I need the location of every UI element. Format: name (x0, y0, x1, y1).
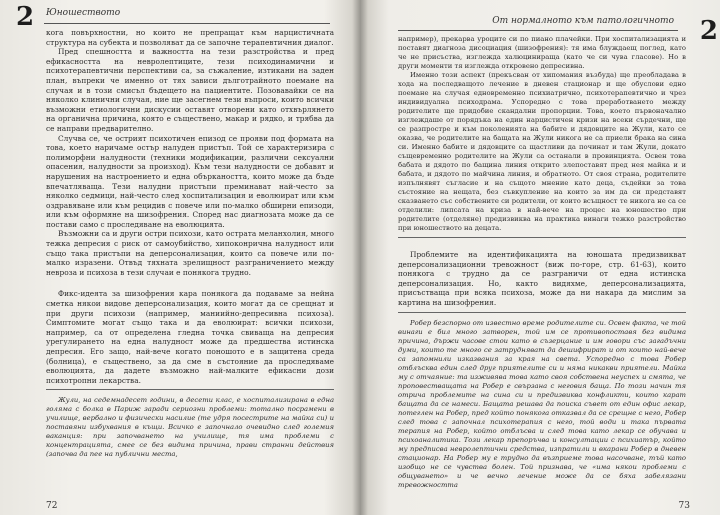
case-study: например), прекарва уроците си по пиано плачейки. При хоспитализацията и поставят диагноза дисоциация (шизофрения): тя има блуждаещ поглед, като че не присъства, изглежда халюцинираща (като че си чува гласове). Но в други моменти тя изглежда откровено депресивна. (398, 35, 686, 70)
page-body (398, 35, 686, 490)
running-head: Юношеството (46, 8, 121, 18)
case-divider (398, 312, 686, 313)
paragraph: Проблемите на идентификацията на юношата предизвикват деперсонализационни тревожност (виж по-горе, стр. 61-63), които понякога с трудно да се разграничи от една истинска деперсонализация. Но, както видяхме, деперсонализацията, присъстваща при всяка психоза, може да ни накара да мислим за картина на шизофрения. (398, 250, 686, 307)
right-page (360, 0, 720, 515)
chapter-number: 2 (699, 16, 718, 46)
page-number: 73 (678, 501, 690, 511)
header-rule (44, 23, 330, 24)
paragraph: Случва се, че острият психотичен епизод се прояви под формата на това, което наричаме остър налуден пристъп. Той се характеризира с полиморфни налудности (техники модификации, различни сексуални опасения, налудности за произход). Към тези налудности се добавят и нарушения на настроението и една объркаността, които може да бъде впечатляваща. Тези налудни пристъпи преминават най-често за няколко седмици, най-често след хоспитализация и еволюират или към оздравяване или към рецидив с повече или по-малко обширни епизоди, или към оформяне на шизофрения. Според нас диагнозата може да се постави само с проследяване на еволюцията. (46, 133, 334, 229)
page-body (46, 28, 334, 459)
case-study: Именно този аспект (прекъсван от хипомания възбуда) ще преобладава в хода на последващото лечение в дневен стационар и ще обуслови едно поемане на случая едновременно психиатрично, психотерапевтично и чрез индивидуална психодрама. Успоредно с това преработването между родителите ще придобие скандални пропорции. Това, което първоначално изглеждаше от порядъка на един нарцистичен кризи на всеки сърдечни, ще се разпростре и към поколенията на бабите и дядовците на Жули, като се оказва, че родителите на бащата на Жули никога не са приели брака на сина си. Именно бабите и дядовците са щастливи да починат и там Жули, докато същевременно родителите на Жули са останали в провинцията. Освен това бабата и дядото по бащина линия открито злепоставят пред нея майка и и бабата, и дядото по майчина линия, и обратното. От своя страна, родителите изпълнявят съгласие и на същото мнение като деца, съдейки за това състояние на нещата, без съвкупление на които за им да си представят сказването със собствените си родители, от които всъщност те никога не са се отделили: липсата на криза в най-вече на процес на юношество при родителите (отделяне) предизвиква на практика винаги тежко разстройство при юношеството на децата. (398, 71, 686, 232)
case-study: Жули, на седемнадесет години, в десети клас, е хоспитализирана в една голяма с болка в Париж заради сериозни проблеми: тотално посрамени в училище, вербално и физически насилие (те удря посестрите на майка си) и поставяни избухвания в къщи. Всичко е започнало очевидно след големия ваканция: при започването на училище, тя има проблеми с концентрацията, смее се без видима причина, прави странни действия (започва да пее на публични места, (46, 396, 334, 459)
paragraph: Фикс-идеята за шизофрения кара понякога да подаваме за нейна сметка някои видове деперсонализация, които могат да се срещнат и при други психози (например, маниийно-депресивна психоза). Симптомите могат също така и да еволюират: всички психози, например, са от определена гледна точка свиваща на депресия урегулирането на една налудност може да предшества истинска депресия. Его защо, най-вече когато поношото е в защитена среда (болница), е съществено, за да сме в състояние да проследяваме еволюцията, да дадете възможно най-малките ефикасни дози психотропни лекарства. (46, 289, 334, 385)
case-divider (398, 237, 686, 238)
case-study: Робер безспорно от известно време родителите си. Освен факта, че той винаги е бил много затворен, той им се противопоставя без видима причина, държи часове стои като в съзерцание и им говори със загадъчни думи, които те много се затрудняват да дешифрират и от които най-вече са запомнили изказвания за края на света. Успоредно с това Робер отблъсква един след друг приятелите си и няма никакви приятели. Майка му с отчаяние: та изживява това като своя собствена неуспех и смята, че проповестващата на Робер е свързана с неговия баща. По този начин тя отрича проблемите на сина си и предизвиква конфликти, които карат бащата да се намеси. Бащата решава да поиска съвет от един офис лекар, потеглен на Робер, пред който понякога отказвал да се срещне с него, Робер след това с започнал психотерапия с него, той води и така първата терапия на Робер, който отблъсва и след това като лекар се обучава и психоаналитика. Този лекар препоръчва и консултации с психиатър, който му предписва невролептични средства, изпратили и вкарани Робер в дневен стационар. На Робер му е трудно да възприеме това насочване, тъй като изобщо не се чувства болен. Той признава, че «има някои проблеми с общуването» и че вечно лечение може да се бяха забелязани тревожността (398, 318, 686, 489)
header-rule (398, 30, 678, 31)
case-divider (46, 389, 334, 390)
chapter-number: 2 (16, 2, 35, 32)
paragraph: кога повърхностни, но които не препращат към нарцистичната структура на субекта и позволяват да се започне терапевтичния диалог. (46, 28, 334, 47)
paragraph: Пред спешността и важността на тези разстройства и пред ефикасността на невролептиците, тези психодинамични и психотерапевтични перспективи са, за съжаление, изтикани на заден план, въпреки че именно от тях зависи дълготрайното поемане на случая и в този смисъл бъдещето на пациентите. Позовавайки се на няколко клинични случая, ние ще засегнем тези въпроси, които всички възможни етиологични дискусии оставят отворени като отхвърлянето на органична причина, която е съществено, макар и рядко, и трябва да се направи предварително. (46, 47, 334, 133)
book-gutter (352, 0, 368, 515)
running-head: От нормалното към патологичното (492, 16, 674, 26)
page-number: 72 (46, 501, 58, 511)
paragraph: Възможни са и други остри психози, като острата меланхолия, много тежка депресия с риск от самоубийство, хипоконрична налудност или също така пристъпи на деперсонализация, които са повече или по-малко изразени. Отвъд тяхната зрелищност разграничението между невроза и психоза в тези случаи е понякога трудно. (46, 229, 334, 277)
